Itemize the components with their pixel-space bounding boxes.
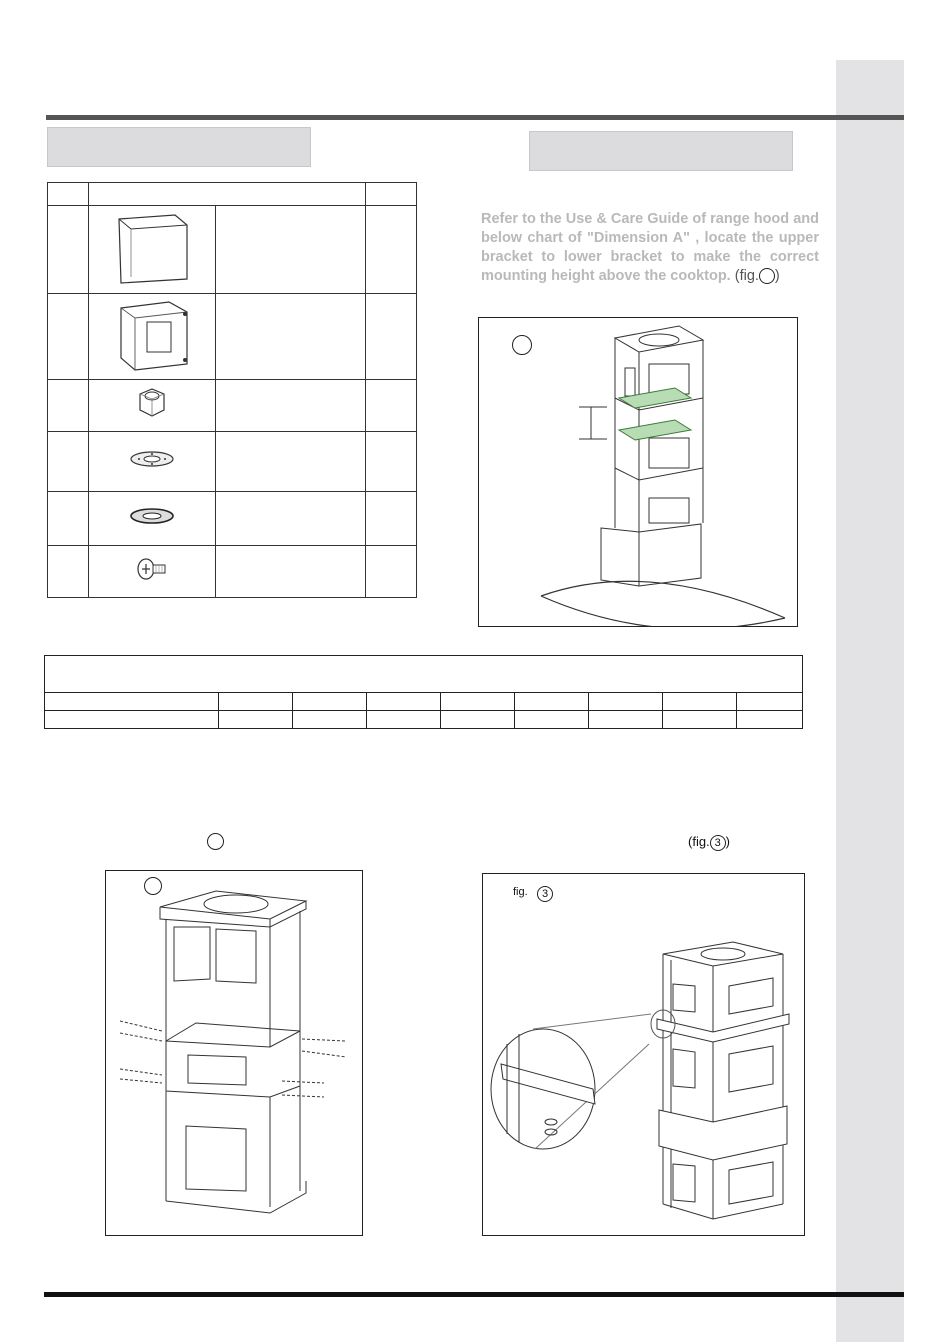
- instruction-text: Refer to the Use & Care Guide of range hood and below chart of "Dimension A" , locate the upper bracket to lower bracket to make the correct mounting height above the cooktop.: [481, 211, 819, 284]
- screw-icon: [132, 554, 172, 584]
- parts-table-header: [48, 183, 417, 206]
- assembled-frame-illustration: [483, 874, 804, 1235]
- col-qty: [366, 183, 417, 206]
- fig-ref-close: ): [774, 268, 780, 284]
- figure-1: [478, 317, 798, 627]
- lock-washer-icon: [127, 447, 177, 471]
- parts-table: [47, 182, 417, 598]
- hood-with-brackets-illustration: [479, 318, 797, 626]
- figure-3: [482, 873, 805, 1236]
- table-row: [48, 380, 417, 432]
- bracket-frame-icon: [107, 294, 197, 374]
- bottom-rule: [44, 1292, 904, 1297]
- fig-number-circle: [759, 268, 775, 284]
- top-rule: [46, 115, 904, 120]
- fig3-label: fig.: [513, 886, 528, 898]
- fig3-ref-circle: 3: [710, 835, 726, 851]
- fig3-ref-open: (fig.: [688, 834, 710, 849]
- fig-ref-open: (fig.: [734, 268, 759, 284]
- dimension-a-chart: [44, 655, 803, 729]
- chart-value-row: [45, 711, 803, 729]
- parts-heading-box: [47, 127, 311, 167]
- fig3-label-circle: 3: [537, 886, 553, 902]
- instruction-paragraph: [481, 210, 819, 286]
- table-row: [48, 492, 417, 546]
- fig3-ref-close: ): [725, 834, 731, 849]
- table-row: [48, 432, 417, 492]
- flat-washer-icon: [127, 504, 177, 528]
- figure-2-ref-circle: [207, 833, 224, 850]
- figure-3-reference: [688, 834, 730, 851]
- duct-cover-icon: [107, 207, 197, 287]
- instructions-heading-box: [529, 131, 793, 171]
- table-row: [48, 546, 417, 598]
- chart-header-row: [45, 693, 803, 711]
- side-tab-strip: [836, 60, 904, 1342]
- col-no: [48, 183, 89, 206]
- table-row: [48, 294, 417, 380]
- hex-nut-icon: [132, 386, 172, 420]
- table-row: [48, 206, 417, 294]
- chart-title-row: [45, 656, 803, 693]
- bracket-assembly-illustration: [106, 871, 362, 1235]
- figure-2: [105, 870, 363, 1236]
- col-description: [89, 183, 366, 206]
